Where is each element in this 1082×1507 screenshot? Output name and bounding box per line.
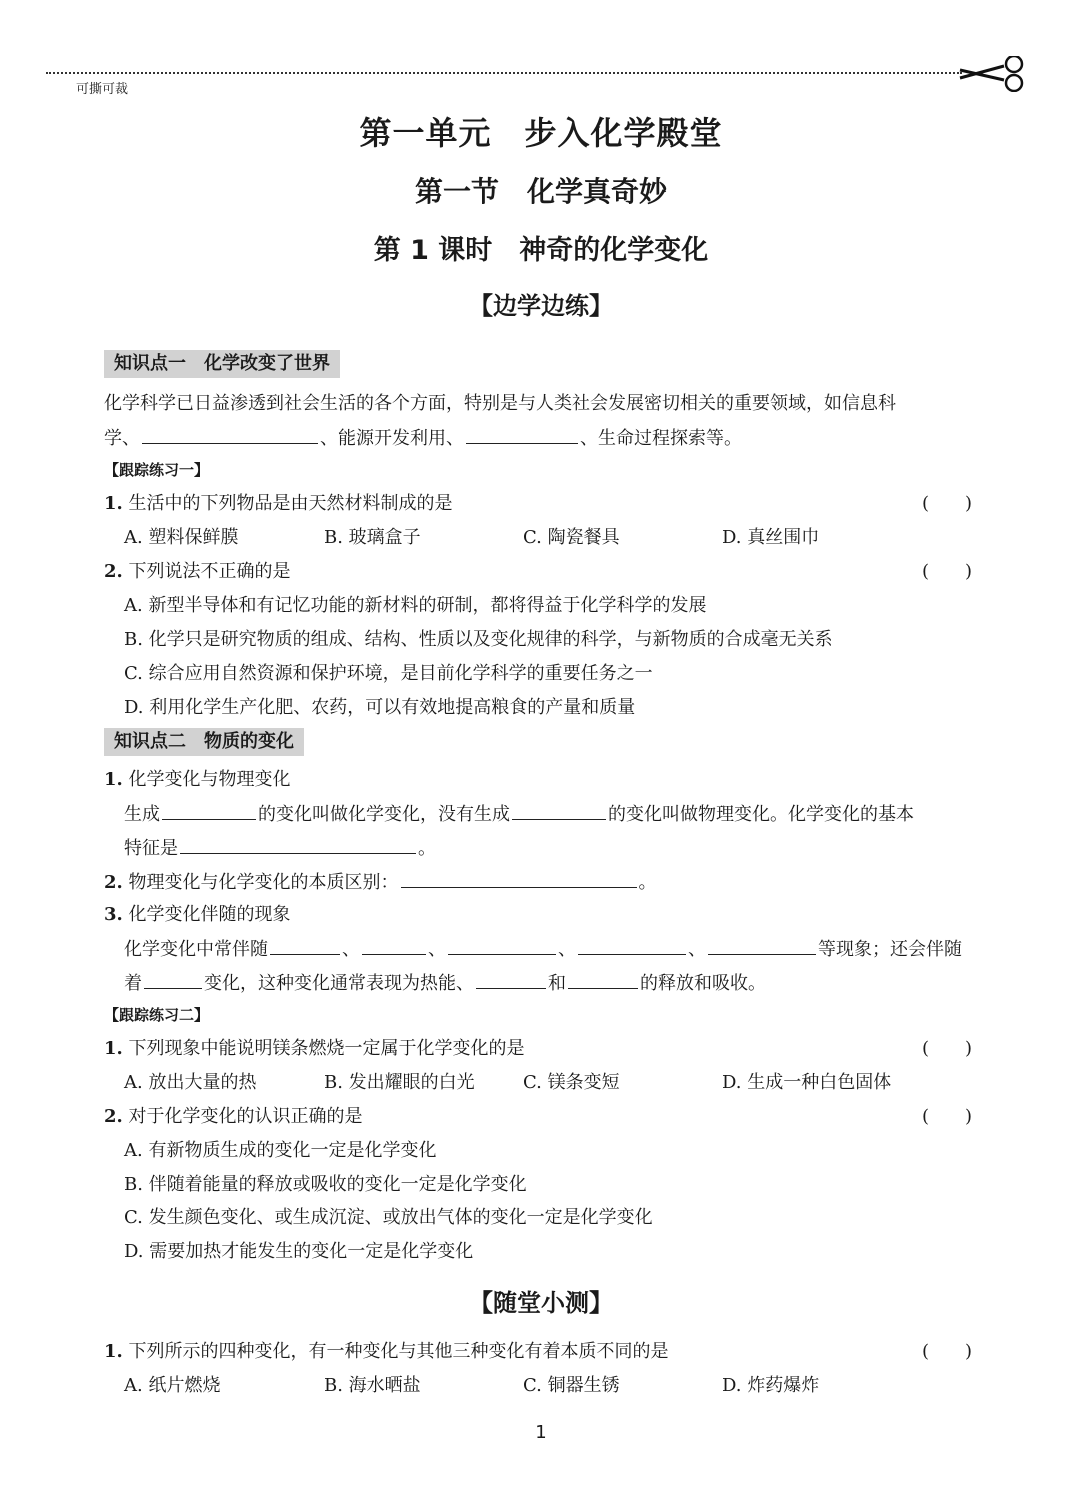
kp1-text: 、生命过程探索等。: [580, 428, 742, 449]
option-c[interactable]: C. 陶瓷餐具: [523, 527, 620, 548]
kp1-paragraph-line-2: [104, 426, 742, 451]
kp2-item-2: [104, 870, 657, 895]
kp2-item-1-title: [104, 768, 291, 792]
section-title: 第一节 化学真奇妙: [414, 175, 667, 208]
fill-blank[interactable]: [448, 937, 556, 955]
option-b[interactable]: B. 玻璃盒子: [324, 527, 421, 548]
kp2-text: 物理变化与化学变化的本质区别：: [128, 872, 399, 893]
fill-blank[interactable]: [708, 937, 816, 955]
fill-blank[interactable]: [578, 937, 686, 955]
tracking-practice-2-title: 【跟踪练习二】: [104, 1006, 210, 1024]
kp2-text: 和: [548, 973, 566, 994]
kp2-text: 的释放和吸收。: [640, 973, 766, 994]
kp2-item-1-line-1: [124, 802, 914, 827]
option-d[interactable]: D. 炸药爆炸: [722, 1375, 820, 1396]
quiz-question-1: [104, 1340, 669, 1364]
kp2-text: 、: [688, 939, 706, 960]
answer-parentheses[interactable]: ( ): [922, 493, 973, 514]
question-1: [104, 492, 453, 516]
option-d[interactable]: D. 利用化学生产化肥、农药，可以有效地提高粮食的产量和质量: [124, 697, 636, 718]
item-title: 化学变化与物理变化: [128, 769, 291, 790]
option-c[interactable]: C. 铜器生锈: [523, 1375, 620, 1396]
fill-blank[interactable]: [142, 426, 318, 444]
kp2-text: 的变化叫做物理变化。化学变化的基本: [608, 804, 914, 825]
question-2: [104, 560, 291, 584]
option-c[interactable]: C. 发生颜色变化、或生成沉淀、或放出气体的变化一定是化学变化: [124, 1207, 653, 1228]
cut-label: 可撕可裁: [76, 82, 129, 97]
fill-blank[interactable]: [180, 836, 416, 854]
question-2: [104, 1105, 363, 1129]
item-number: 1.: [104, 769, 123, 790]
option-b[interactable]: B. 化学只是研究物质的组成、结构、性质以及变化规律的科学，与新物质的合成毫无关系: [124, 629, 833, 650]
kp2-text: 、: [428, 939, 446, 960]
scissors-icon: [958, 56, 1028, 92]
kp2-text: 生成: [124, 804, 160, 825]
answer-parentheses[interactable]: ( ): [922, 1038, 973, 1059]
tracking-practice-1-title: 【跟踪练习一】: [104, 461, 210, 479]
option-d[interactable]: D. 真丝围巾: [722, 527, 820, 548]
item-title: 化学变化伴随的现象: [128, 904, 291, 925]
answer-parentheses[interactable]: ( ): [922, 561, 973, 582]
fill-blank[interactable]: [466, 426, 578, 444]
quiz-heading: 【随堂小测】: [469, 1289, 613, 1317]
option-d[interactable]: D. 需要加热才能发生的变化一定是化学变化: [124, 1241, 474, 1262]
option-c[interactable]: C. 综合应用自然资源和保护环境，是目前化学科学的重要任务之一: [124, 663, 653, 684]
question-1: [104, 1037, 525, 1061]
option-a[interactable]: A. 新型半导体和有记忆功能的新材料的研制，都将得益于化学科学的发展: [124, 595, 707, 616]
fill-blank[interactable]: [568, 971, 638, 989]
question-text: 对于化学变化的认识正确的是: [128, 1106, 363, 1127]
knowledge-point-2-title: 知识点二 物质的变化: [104, 728, 304, 756]
option-c[interactable]: C. 镁条变短: [523, 1072, 620, 1093]
option-a[interactable]: A. 塑料保鲜膜: [124, 527, 239, 548]
kp2-text: 。: [418, 838, 436, 859]
fill-blank[interactable]: [476, 971, 546, 989]
kp2-item-3-line-1: [124, 937, 962, 962]
kp2-text: 。: [638, 872, 657, 893]
kp1-text: 学、: [104, 428, 140, 449]
question-number: 2.: [104, 1106, 123, 1127]
item-number: 3.: [104, 904, 123, 925]
cut-line: [46, 72, 962, 74]
unit-title: 第一单元 步入化学殿堂: [359, 114, 723, 152]
fill-blank[interactable]: [144, 971, 202, 989]
option-a[interactable]: A. 有新物质生成的变化一定是化学变化: [124, 1140, 437, 1161]
option-a[interactable]: A. 纸片燃烧: [124, 1375, 221, 1396]
fill-blank[interactable]: [162, 802, 256, 820]
question-number: 1.: [104, 493, 123, 514]
question-number: 1.: [104, 1038, 123, 1059]
option-b[interactable]: B. 发出耀眼的白光: [324, 1072, 475, 1093]
kp2-item-1-line-2: [124, 836, 436, 861]
question-text: 生活中的下列物品是由天然材料制成的是: [128, 493, 453, 514]
kp2-text: 变化，这种变化通常表现为热能、: [204, 973, 474, 994]
option-d[interactable]: D. 生成一种白色固体: [722, 1072, 892, 1093]
kp2-text: 着: [124, 973, 142, 994]
option-a[interactable]: A. 放出大量的热: [124, 1072, 257, 1093]
fill-blank[interactable]: [362, 937, 426, 955]
kp2-item-3-title: [104, 903, 291, 927]
item-number: 2.: [104, 872, 123, 893]
answer-parentheses[interactable]: ( ): [922, 1341, 973, 1362]
fill-blank[interactable]: [401, 870, 637, 888]
question-text: 下列说法不正确的是: [128, 561, 291, 582]
kp2-text: 等现象；还会伴随: [818, 939, 962, 960]
kp2-text: 特征是: [124, 838, 178, 859]
answer-parentheses[interactable]: ( ): [922, 1106, 973, 1127]
option-b[interactable]: B. 伴随着能量的释放或吸收的变化一定是化学变化: [124, 1174, 527, 1195]
question-number: 2.: [104, 561, 123, 582]
kp2-text: 的变化叫做化学变化，没有生成: [258, 804, 510, 825]
kp2-item-3-line-2: [124, 971, 766, 996]
kp2-text: 、: [342, 939, 360, 960]
question-text: 下列现象中能说明镁条燃烧一定属于化学变化的是: [128, 1038, 525, 1059]
kp1-paragraph-line-1: 化学科学已日益渗透到社会生活的各个方面，特别是与人类社会发展密切相关的重要领域，如信息科: [104, 393, 896, 414]
kp1-text: 、能源开发利用、: [320, 428, 464, 449]
question-number: 1.: [104, 1341, 123, 1362]
knowledge-point-1-title: 知识点一 化学改变了世界: [104, 350, 340, 378]
page-number: 1: [535, 1422, 547, 1443]
kp2-text: 、: [558, 939, 576, 960]
practice-heading: 【边学边练】: [469, 292, 613, 320]
question-text: 下列所示的四种变化，有一种变化与其他三种变化有着本质不同的是: [128, 1341, 669, 1362]
lesson-title: 第 1 课时 神奇的化学变化: [373, 235, 709, 266]
fill-blank[interactable]: [270, 937, 340, 955]
option-b[interactable]: B. 海水晒盐: [324, 1375, 421, 1396]
fill-blank[interactable]: [512, 802, 606, 820]
kp2-text: 化学变化中常伴随: [124, 939, 268, 960]
